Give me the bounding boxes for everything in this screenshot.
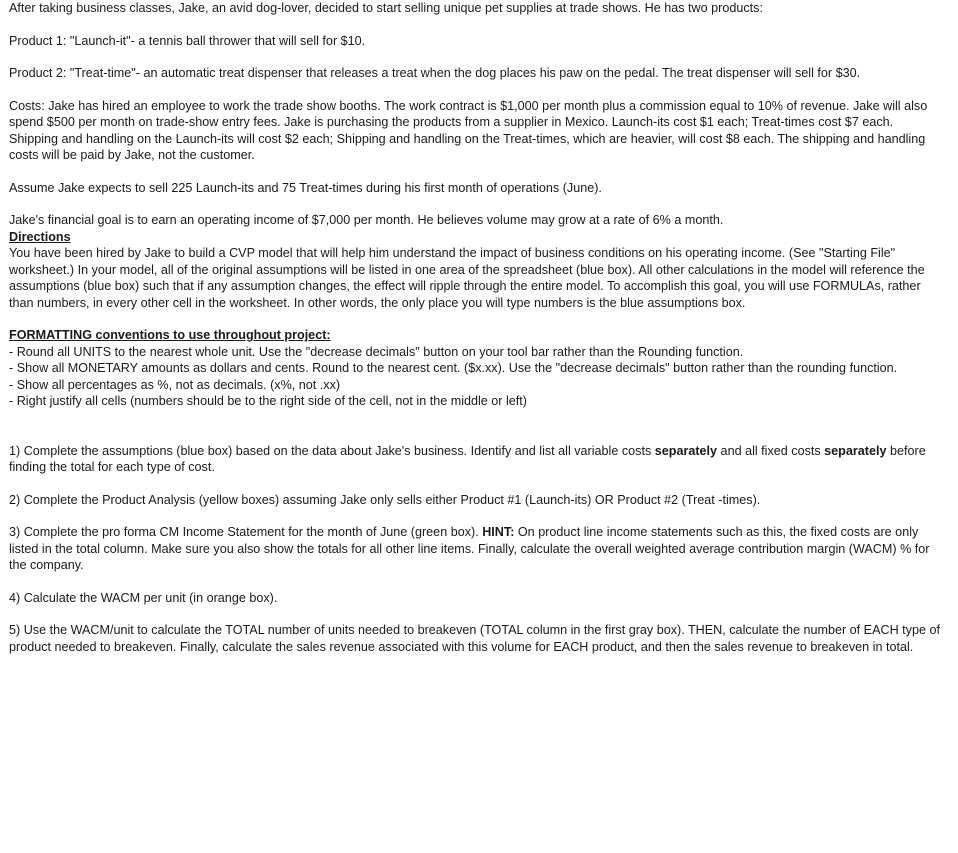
formatting-item: - Show all MONETARY amounts as dollars and cents. Round to the nearest cent. ($x.xx). Use the "decrease decimals" button rather than the rounding function. [9,361,898,375]
step-4-instruction: 4) Calculate the WACM per unit (in orange box). [9,590,278,605]
assumption-paragraph: Assume Jake expects to sell 225 Launch-its and 75 Treat-times during his first month of operations (June). [9,180,602,195]
directions-heading: Directions [9,229,71,244]
formatting-item: - Round all UNITS to the nearest whole unit. Use the "decrease decimals" button on your tool bar rather than the Rounding function. [9,344,744,359]
step-5-instruction: 5) Use the WACM/unit to calculate the TOTAL number of units needed to breakeven (TOTAL column in the first gray box). THEN, calculate the number of EACH type of product needed to breakeven. Finally, calculate the sales revenue associated with this volume for EACH product, and then the sales revenue to breakeven in total. [9,623,940,654]
formatting-heading: FORMATTING conventions to use throughout project: [9,328,331,342]
formatting-item: - Right justify all cells (numbers should be to the right side of the cell, not in the middle or left) [9,394,527,408]
intro-paragraph: After taking business classes, Jake, an avid dog-lover, decided to start selling unique pet supplies at trade shows. He has two products: [9,1,763,15]
goal-paragraph: Jake's financial goal is to earn an operating income of $7,000 per month. He believes volume may grow at a rate of 6% a month. [9,213,724,227]
step-3-instruction: 3) Complete the pro forma CM Income Statement for the month of June (green box). HINT: On product line income statements such as this, the fixed costs are only listed in the total column. Make sure you also show the totals for all other line items. Finally, calculate the overall weighted average contribution margin (WACM) % for the company. [9,525,930,572]
step-2-instruction: 2) Complete the Product Analysis (yellow boxes) assuming Jake only sells either Product #1 (Launch-its) OR Product #2 (Treat -times). [9,492,761,507]
formatting-item: - Show all percentages as %, not as decimals. (x%, not .xx) [9,377,341,392]
product-1-text: Product 1: "Launch-it"- a tennis ball thrower that will sell for $10. [9,33,366,48]
costs-paragraph: Costs: Jake has hired an employee to work the trade show booths. The work contract is $1,000 per month plus a commission equal to 10% of revenue. Jake will also spend $500 per month on trade-show entry fees. Jake is purchasing the products from a supplier in Mexico. Launch-its cost $1 each; Treat-times cost $7 each. Shipping and handling on the Launch-its will cost $2 each; Shipping and handling on the Treat-times, which are heavier, will cost $8 each. The shipping and handling costs will be paid by Jake, not the customer. [9,98,928,162]
directions-paragraph: You have been hired by Jake to build a CVP model that will help him understand the impact of business conditions on his operating income. (See "Starting File" worksheet.) In your model, all of the original assumptions will be listed in one area of the spreadsheet (blue box). All other calculations in the model will reference the assumptions (blue box) such that if any assumption changes, the effect will ripple through the entire model. To accomplish this goal, you will use FORMULAs, rather than numbers, in every other cell in the worksheet. In other words, the only place you will type numbers is the blue assumptions box. [9,246,925,310]
step-1-instruction: 1) Complete the assumptions (blue box) based on the data about Jake's business. Identify and list all variable costs separately and all fixed costs separately before finding the total for each type of cost. [9,443,926,474]
product-2-text: Product 2: "Treat-time"- an automatic treat dispenser that releases a treat when the dog places his paw on the pedal. The treat dispenser will sell for $30. [9,66,861,80]
